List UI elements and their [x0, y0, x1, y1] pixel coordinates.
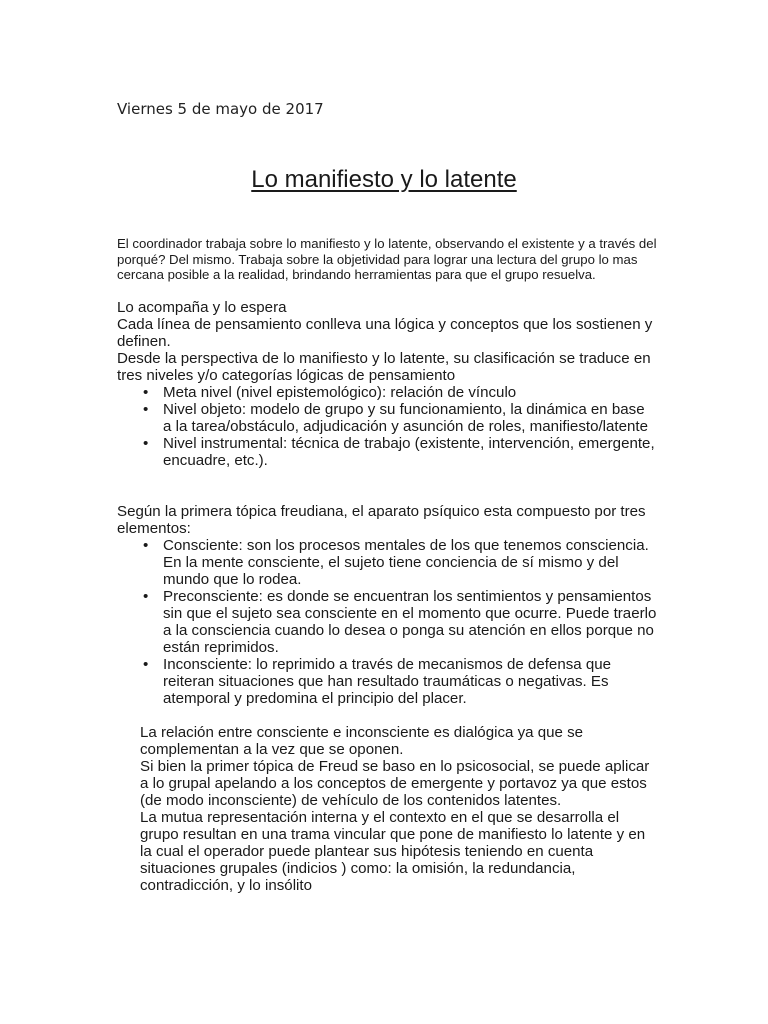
bullet-icon: •: [143, 401, 149, 418]
bullet-icon: •: [143, 656, 149, 673]
conclusion-section: [140, 724, 660, 894]
list-item-text: Nivel instrumental: técnica de trabajo (existente, intervención, emergente, encuadre, etc.).: [163, 435, 655, 469]
list-item-text: Inconsciente: lo reprimido a través de mecanismos de defensa que reiteran situaciones que han resultado traumáticas o negativas. Es atemporal y predomina el principio del placer.: [163, 656, 612, 707]
document-date: Viernes 5 de mayo de 2017: [117, 100, 324, 118]
list-item-text: Consciente: son los procesos mentales de los que tenemos consciencia. En la mente consciente, el sujeto tiene conciencia de sí mismo y del mundo que lo rodea.: [163, 537, 649, 588]
elements-list: [117, 537, 657, 707]
list-item: [117, 588, 657, 656]
list-item-text: Preconsciente: es donde se encuentran los sentimientos y pensamientos sin que el sujeto sea consciente en el momento que ocurre. Puede traerlo a la consciencia cuando lo desea o ponga su atención en ellos porque no están reprimidos.: [163, 588, 657, 656]
levels-list: [117, 384, 657, 469]
list-item: [117, 384, 657, 401]
conclusion-paragraph-3: La mutua representación interna y el contexto en el que se desarrolla el grupo resultan en una trama vincular que pone de manifiesto lo latente y en la cual el operador puede plantear sus hipótesis teniendo en cuenta situaciones grupales (indicios ) como: la omisión, la redundancia, contradicción, y lo insólito: [140, 809, 646, 894]
section2-intro: Según la primera tópica freudiana, el aparato psíquico esta compuesto por tres elementos:: [117, 503, 646, 537]
section1-line2: Cada línea de pensamiento conlleva una lógica y conceptos que los sostienen y definen.: [117, 316, 653, 350]
list-item-text: Meta nivel (nivel epistemológico): relación de vínculo: [163, 384, 517, 401]
document-title: Lo manifiesto y lo latente: [251, 166, 517, 193]
list-item: [117, 656, 657, 707]
list-item: [117, 401, 657, 435]
bullet-icon: •: [143, 537, 149, 554]
topica-section: [117, 503, 657, 707]
conclusion-paragraph-1: La relación entre consciente e inconsciente es dialógica ya que se complementan a la vez que se oponen.: [140, 724, 584, 758]
list-item: [117, 537, 657, 588]
conclusion-paragraph-2: Si bien la primer tópica de Freud se baso en lo psicosocial, se puede aplicar a lo grupal apelando a los conceptos de emergente y portavoz ya que estos (de modo inconsciente) de vehículo de los contenidos latentes.: [140, 758, 650, 809]
list-item-text: Nivel objeto: modelo de grupo y su funcionamiento, la dinámica en base a la tarea/obstáculo, adjudicación y asunción de roles, manifiesto/latente: [163, 401, 648, 435]
list-item: [117, 435, 657, 469]
section1-line1: Lo acompaña y lo espera: [117, 299, 287, 316]
section1-line3: Desde la perspectiva de lo manifiesto y lo latente, su clasificación se traduce en tres niveles y/o categorías lógicas de pensamiento: [117, 350, 651, 384]
levels-section: [117, 299, 657, 469]
intro-paragraph: El coordinador trabaja sobre lo manifiesto y lo latente, observando el existente y a través del porqué? Del mismo. Trabaja sobre la objetividad para lograr una lectura del grupo lo mas cercana posible a la realidad, brindando herramientas para que el grupo resuelva.: [117, 236, 657, 282]
bullet-icon: •: [143, 435, 149, 452]
bullet-icon: •: [143, 588, 149, 605]
bullet-icon: •: [143, 384, 149, 401]
